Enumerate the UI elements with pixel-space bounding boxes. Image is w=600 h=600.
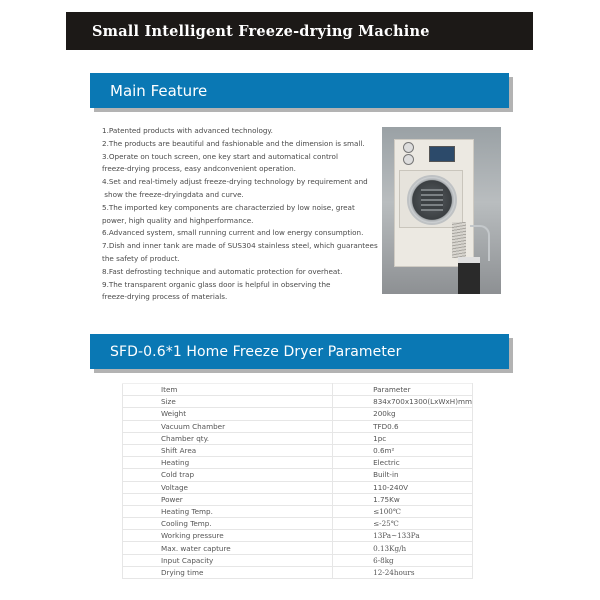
- row-item: Cold trap: [123, 469, 333, 481]
- feature-line: 2.The products are beautiful and fashionable and the dimension is small.: [102, 138, 365, 148]
- table-header-row: [123, 384, 473, 396]
- row-item: Cooling Temp.: [123, 518, 333, 530]
- row-value: Built-in: [333, 469, 473, 481]
- table-row: [123, 396, 473, 408]
- row-item: Drying time: [123, 566, 333, 578]
- row-value: 12-24hours: [333, 566, 473, 578]
- row-item: Max. water capture: [123, 542, 333, 554]
- table-row: [123, 542, 473, 554]
- feature-line: 7.Dish and inner tank are made of SUS304 stainless steel, which guarantees: [102, 241, 378, 251]
- row-value: Electric: [333, 457, 473, 469]
- main-feature-header: [90, 73, 509, 108]
- feature-line: freeze-drying process of materials.: [102, 292, 228, 302]
- side-vent: [452, 222, 466, 258]
- table-row: [123, 493, 473, 505]
- row-value: 13Pa~133Pa: [333, 530, 473, 542]
- feature-line: 5.The imported key components are characterzied by low noise, great: [102, 202, 355, 212]
- column-header-parameter: Parameter: [333, 384, 473, 396]
- row-value: 0.6m²: [333, 444, 473, 456]
- page-title: Small Intelligent Freeze-drying Machine: [92, 22, 430, 40]
- main-feature-title: Main Feature: [110, 81, 208, 100]
- row-value: 110-240V: [333, 481, 473, 493]
- column-header-item: Item: [123, 384, 333, 396]
- table-row: [123, 444, 473, 456]
- table-row: [123, 469, 473, 481]
- row-item: Weight: [123, 408, 333, 420]
- table-row: [123, 432, 473, 444]
- table-row: [123, 566, 473, 578]
- table-row: [123, 408, 473, 420]
- row-item: Working pressure: [123, 530, 333, 542]
- parameter-table: [122, 383, 473, 579]
- touch-screen: [429, 146, 455, 162]
- row-item: Heating: [123, 457, 333, 469]
- row-value: ≤100℃: [333, 505, 473, 517]
- row-item: Chamber qty.: [123, 432, 333, 444]
- parameter-title: SFD-0.6*1 Home Freeze Dryer Parameter: [110, 343, 402, 360]
- feature-line: show the freeze-dryingdata and curve.: [102, 189, 244, 199]
- row-value: 1.75Kw: [333, 493, 473, 505]
- vacuum-pump: [458, 257, 480, 294]
- table-row: [123, 420, 473, 432]
- shelves: [421, 189, 443, 211]
- row-value: ≤-25℃: [333, 518, 473, 530]
- row-item: Power: [123, 493, 333, 505]
- feature-line: 6.Advanced system, small running current and low energy consumption.: [102, 228, 364, 238]
- feature-line: the safety of product.: [102, 253, 180, 263]
- product-photo: [382, 127, 501, 294]
- feature-line: 1.Patented products with advanced technology.: [102, 126, 273, 135]
- row-value: 200kg: [333, 408, 473, 420]
- machine-front-panel: [399, 170, 463, 228]
- row-item: Voltage: [123, 481, 333, 493]
- table-row: [123, 518, 473, 530]
- feature-line: 4.Set and real-timely adjust freeze-drying technology by requirement and: [102, 177, 368, 187]
- gauge-icon: [403, 142, 414, 153]
- row-value: 0.13Kg/h: [333, 542, 473, 554]
- feature-list: [102, 125, 380, 304]
- table-row: [123, 505, 473, 517]
- row-item: Vacuum Chamber: [123, 420, 333, 432]
- row-item: Input Capacity: [123, 554, 333, 566]
- feature-line: 8.Fast defrosting technique and automatic protection for overheat.: [102, 266, 343, 276]
- vacuum-hose: [470, 225, 490, 261]
- row-value: TFD0.6: [333, 420, 473, 432]
- parameter-header: [90, 334, 509, 369]
- glass-door: [407, 175, 457, 225]
- table-row: [123, 554, 473, 566]
- feature-line: power, high quality and highperformance.: [102, 215, 254, 225]
- table-row: [123, 481, 473, 493]
- row-value: 1pc: [333, 432, 473, 444]
- title-banner: [66, 12, 533, 50]
- feature-line: 3.Operate on touch screen, one key start and automatical control: [102, 151, 338, 161]
- row-item: Size: [123, 396, 333, 408]
- table-row: [123, 457, 473, 469]
- row-value: 834x700x1300(LxWxH)mm: [333, 396, 473, 408]
- gauge-icon: [403, 154, 414, 165]
- row-value: 6-8kg: [333, 554, 473, 566]
- feature-line: 9.The transparent organic glass door is helpful in observing the: [102, 279, 331, 289]
- row-item: Heating Temp.: [123, 505, 333, 517]
- row-item: Shift Area: [123, 444, 333, 456]
- table-row: [123, 530, 473, 542]
- feature-line: freeze-drying process, easy andconvenient operation.: [102, 164, 296, 174]
